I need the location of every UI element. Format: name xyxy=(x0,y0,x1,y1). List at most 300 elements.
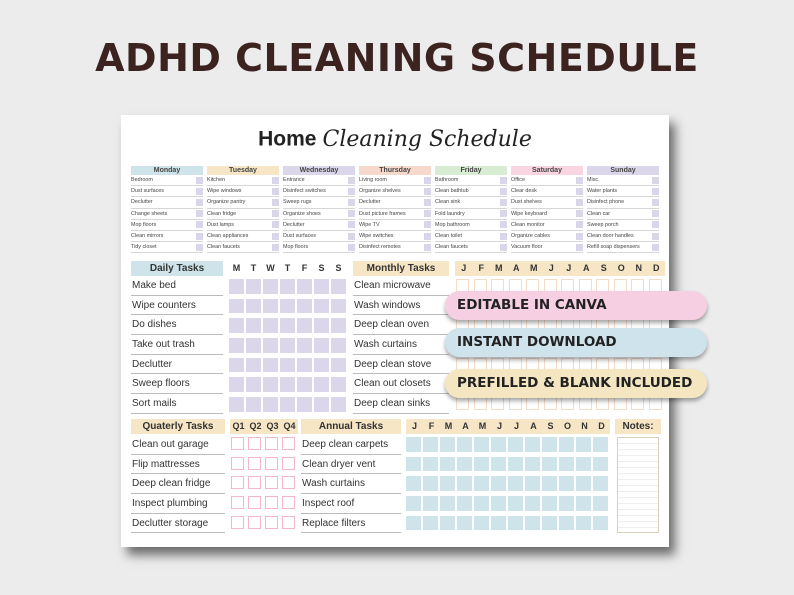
task-checkbox[interactable] xyxy=(457,437,472,452)
weekday-task-label: Clean faucets xyxy=(435,244,468,251)
task-checkbox[interactable] xyxy=(491,476,506,491)
task-checkbox[interactable] xyxy=(280,377,295,392)
task-checkbox[interactable] xyxy=(246,279,261,294)
quarterly-tasks-header: Quaterly Tasks xyxy=(131,419,225,434)
task-checkbox[interactable] xyxy=(593,437,608,452)
task-checkbox[interactable] xyxy=(508,437,523,452)
weekday-task-label: Clean toilet xyxy=(435,233,462,240)
task-checkbox[interactable] xyxy=(331,338,346,353)
task-checkbox[interactable] xyxy=(474,397,487,410)
task-checkbox[interactable] xyxy=(559,457,574,472)
weekday-task-label: Entrance xyxy=(283,177,305,184)
weekday-task-row xyxy=(131,242,203,253)
task-checkbox[interactable] xyxy=(282,496,295,509)
task-checkbox[interactable] xyxy=(508,476,523,491)
task-checkbox[interactable] xyxy=(246,397,261,412)
column-letter: F xyxy=(428,421,435,431)
task-checkbox[interactable] xyxy=(331,279,346,294)
quarterly-checkbox-grid xyxy=(231,437,295,529)
weekday-task-label: Dust shelves xyxy=(511,199,542,206)
task-checkbox[interactable] xyxy=(491,516,506,531)
task-checkbox[interactable] xyxy=(542,457,557,472)
task-checkbox[interactable] xyxy=(508,516,523,531)
weekday-task-row xyxy=(359,186,431,197)
task-row: Sort mails xyxy=(131,394,223,414)
task-checkbox[interactable] xyxy=(424,233,431,240)
weekday-task-row xyxy=(587,209,659,220)
task-checkbox[interactable] xyxy=(314,358,329,373)
task-checkbox[interactable] xyxy=(652,210,659,217)
task-checkbox[interactable] xyxy=(542,437,557,452)
task-checkbox[interactable] xyxy=(440,516,455,531)
task-checkbox[interactable] xyxy=(348,244,355,251)
task-checkbox[interactable] xyxy=(652,188,659,195)
task-checkbox[interactable] xyxy=(474,476,489,491)
task-row: Replace filters xyxy=(301,514,401,534)
task-checkbox[interactable] xyxy=(561,397,574,410)
column-letter: J xyxy=(566,263,572,273)
weekday-task-label: Vacuum floor xyxy=(511,244,543,251)
task-checkbox[interactable] xyxy=(491,496,506,511)
weekday-task-row xyxy=(207,242,279,253)
monthly-tasks-header: Monthly Tasks xyxy=(353,261,449,276)
task-checkbox[interactable] xyxy=(526,397,539,410)
task-checkbox[interactable] xyxy=(423,437,438,452)
column-letter: J xyxy=(411,421,417,431)
task-row: Take out trash xyxy=(131,335,223,355)
task-checkbox[interactable] xyxy=(348,210,355,217)
column-letter: S xyxy=(335,263,342,273)
task-checkbox[interactable] xyxy=(440,476,455,491)
column-letter: S xyxy=(547,421,554,431)
task-checkbox[interactable] xyxy=(542,496,557,511)
task-checkbox[interactable] xyxy=(406,457,421,472)
weekday-task-row xyxy=(131,231,203,242)
weekday-task-label: Declutter xyxy=(131,199,153,206)
weekday-task-label: Organize cables xyxy=(511,233,550,240)
task-checkbox[interactable] xyxy=(229,299,244,314)
task-checkbox[interactable] xyxy=(457,476,472,491)
task-checkbox[interactable] xyxy=(272,244,279,251)
task-checkbox[interactable] xyxy=(280,358,295,373)
task-row: Clean out closets xyxy=(353,374,449,394)
task-checkbox[interactable] xyxy=(265,496,278,509)
weekday-task-row xyxy=(131,175,203,186)
weekday-task-row xyxy=(587,231,659,242)
task-checkbox[interactable] xyxy=(229,358,244,373)
task-checkbox[interactable] xyxy=(652,244,659,251)
task-checkbox[interactable] xyxy=(272,233,279,240)
weekday-task-label: Dust surfaces xyxy=(283,233,316,240)
task-checkbox[interactable] xyxy=(280,338,295,353)
task-checkbox[interactable] xyxy=(280,318,295,333)
task-checkbox[interactable] xyxy=(314,338,329,353)
task-checkbox[interactable] xyxy=(593,496,608,511)
weekday-task-row xyxy=(283,242,355,253)
task-checkbox[interactable] xyxy=(248,457,261,470)
task-checkbox[interactable] xyxy=(196,210,203,217)
weekday-task-row xyxy=(207,197,279,208)
weekday-task-label: Declutter xyxy=(283,221,305,228)
task-checkbox[interactable] xyxy=(280,299,295,314)
monthly-task-list xyxy=(353,276,449,414)
weekday-task-label: Clean monitor xyxy=(511,221,545,228)
weekday-task-row xyxy=(435,209,507,220)
task-checkbox[interactable] xyxy=(423,496,438,511)
column-letter: A xyxy=(530,421,537,431)
task-checkbox[interactable] xyxy=(500,177,507,184)
task-checkbox[interactable] xyxy=(631,397,644,410)
task-checkbox[interactable] xyxy=(272,221,279,228)
task-checkbox[interactable] xyxy=(525,437,540,452)
column-letter: T xyxy=(250,263,257,273)
task-checkbox[interactable] xyxy=(314,377,329,392)
weekday-task-row xyxy=(283,231,355,242)
task-checkbox[interactable] xyxy=(297,299,312,314)
weekday-task-label: Living room xyxy=(359,177,387,184)
task-checkbox[interactable] xyxy=(491,457,506,472)
task-checkbox[interactable] xyxy=(331,397,346,412)
task-checkbox[interactable] xyxy=(263,397,278,412)
column-letter: J xyxy=(496,421,502,431)
column-letter: N xyxy=(581,421,588,431)
weekday-task-label: Sweep porch xyxy=(587,221,619,228)
task-checkbox[interactable] xyxy=(423,516,438,531)
task-checkbox[interactable] xyxy=(348,221,355,228)
task-checkbox[interactable] xyxy=(314,279,329,294)
task-checkbox[interactable] xyxy=(314,299,329,314)
task-checkbox[interactable] xyxy=(576,437,591,452)
column-letter: Q4 xyxy=(283,421,296,431)
task-checkbox[interactable] xyxy=(542,476,557,491)
task-checkbox[interactable] xyxy=(406,496,421,511)
task-checkbox[interactable] xyxy=(508,496,523,511)
weekday-task-label: Clean fridge xyxy=(207,210,237,217)
task-checkbox[interactable] xyxy=(272,210,279,217)
task-checkbox[interactable] xyxy=(474,496,489,511)
task-checkbox[interactable] xyxy=(593,457,608,472)
task-checkbox[interactable] xyxy=(263,338,278,353)
task-row: Flip mattresses xyxy=(131,455,225,475)
daily-task-list xyxy=(131,276,223,414)
column-letter: A xyxy=(583,263,590,273)
task-checkbox[interactable] xyxy=(424,188,431,195)
task-checkbox[interactable] xyxy=(297,279,312,294)
weekday-task-row xyxy=(435,175,507,186)
task-checkbox[interactable] xyxy=(248,437,261,450)
task-checkbox[interactable] xyxy=(424,177,431,184)
task-checkbox[interactable] xyxy=(576,199,583,206)
task-checkbox[interactable] xyxy=(248,496,261,509)
task-checkbox[interactable] xyxy=(231,496,244,509)
task-checkbox[interactable] xyxy=(246,358,261,373)
task-checkbox[interactable] xyxy=(576,221,583,228)
task-checkbox[interactable] xyxy=(297,318,312,333)
task-checkbox[interactable] xyxy=(456,397,469,410)
task-checkbox[interactable] xyxy=(406,437,421,452)
task-row: Wipe counters xyxy=(131,296,223,316)
task-checkbox[interactable] xyxy=(248,476,261,489)
task-checkbox[interactable] xyxy=(229,279,244,294)
task-checkbox[interactable] xyxy=(525,457,540,472)
task-row: Sweep floors xyxy=(131,374,223,394)
task-checkbox[interactable] xyxy=(474,437,489,452)
task-checkbox[interactable] xyxy=(297,377,312,392)
weekday-task-label: Wipe switches xyxy=(359,233,394,240)
weekday-column xyxy=(359,166,431,253)
task-checkbox[interactable] xyxy=(576,457,591,472)
task-checkbox[interactable] xyxy=(331,318,346,333)
task-checkbox[interactable] xyxy=(509,397,522,410)
task-checkbox[interactable] xyxy=(348,199,355,206)
task-checkbox[interactable] xyxy=(652,233,659,240)
column-letter: J xyxy=(461,263,467,273)
task-checkbox[interactable] xyxy=(424,210,431,217)
weekday-task-row xyxy=(131,209,203,220)
task-checkbox[interactable] xyxy=(406,516,421,531)
task-checkbox[interactable] xyxy=(576,244,583,251)
task-checkbox[interactable] xyxy=(652,221,659,228)
task-checkbox[interactable] xyxy=(440,496,455,511)
weekday-task-row xyxy=(283,186,355,197)
task-checkbox[interactable] xyxy=(440,437,455,452)
task-checkbox[interactable] xyxy=(474,457,489,472)
task-checkbox[interactable] xyxy=(576,188,583,195)
weekday-header: Tuesday xyxy=(207,166,279,175)
task-checkbox[interactable] xyxy=(652,177,659,184)
task-checkbox[interactable] xyxy=(593,516,608,531)
task-checkbox[interactable] xyxy=(649,397,662,410)
feature-badge: INSTANT DOWNLOAD xyxy=(445,328,707,357)
task-checkbox[interactable] xyxy=(500,244,507,251)
task-checkbox[interactable] xyxy=(231,437,244,450)
task-checkbox[interactable] xyxy=(229,397,244,412)
task-checkbox[interactable] xyxy=(576,177,583,184)
weekday-task-row xyxy=(435,220,507,231)
task-checkbox[interactable] xyxy=(196,199,203,206)
task-checkbox[interactable] xyxy=(576,210,583,217)
weekday-task-row xyxy=(131,220,203,231)
daily-day-letters xyxy=(228,261,347,276)
weekly-grid xyxy=(131,166,661,253)
task-checkbox[interactable] xyxy=(263,279,278,294)
task-checkbox[interactable] xyxy=(282,457,295,470)
task-checkbox[interactable] xyxy=(457,516,472,531)
task-checkbox[interactable] xyxy=(314,397,329,412)
task-checkbox[interactable] xyxy=(246,338,261,353)
weekday-task-row xyxy=(359,242,431,253)
daily-checkbox-grid xyxy=(229,279,346,412)
task-checkbox[interactable] xyxy=(500,210,507,217)
weekday-task-label: Dust lamps xyxy=(207,221,234,228)
task-row: Declutter xyxy=(131,355,223,375)
weekday-task-row xyxy=(207,175,279,186)
task-checkbox[interactable] xyxy=(229,338,244,353)
task-checkbox[interactable] xyxy=(282,437,295,450)
column-letter: A xyxy=(462,421,469,431)
weekday-task-label: Refill soap dispensers xyxy=(587,244,640,251)
task-row: Wash windows xyxy=(353,296,449,316)
task-checkbox[interactable] xyxy=(348,233,355,240)
task-checkbox[interactable] xyxy=(500,221,507,228)
task-checkbox[interactable] xyxy=(652,199,659,206)
task-checkbox[interactable] xyxy=(231,476,244,489)
weekday-task-label: Wipe windows xyxy=(207,188,242,195)
task-checkbox[interactable] xyxy=(424,244,431,251)
task-checkbox[interactable] xyxy=(265,437,278,450)
task-checkbox[interactable] xyxy=(596,397,609,410)
task-checkbox[interactable] xyxy=(263,358,278,373)
task-checkbox[interactable] xyxy=(196,188,203,195)
task-checkbox[interactable] xyxy=(525,496,540,511)
weekday-column xyxy=(283,166,355,253)
weekday-task-label: Misc. xyxy=(587,177,600,184)
task-checkbox[interactable] xyxy=(280,397,295,412)
task-checkbox[interactable] xyxy=(246,299,261,314)
daily-tasks-header: Daily Tasks xyxy=(131,261,223,276)
column-letter: M xyxy=(444,421,453,431)
weekday-task-label: Change sheets xyxy=(131,210,168,217)
task-checkbox[interactable] xyxy=(196,233,203,240)
task-checkbox[interactable] xyxy=(297,397,312,412)
column-letter: W xyxy=(266,263,275,273)
task-checkbox[interactable] xyxy=(576,476,591,491)
task-checkbox[interactable] xyxy=(196,177,203,184)
weekday-header: Friday xyxy=(435,166,507,175)
task-row: Do dishes xyxy=(131,315,223,335)
page-headline: ADHD CLEANING SCHEDULE xyxy=(95,36,699,80)
weekday-task-row xyxy=(511,175,583,186)
weekday-task-row xyxy=(587,220,659,231)
weekday-task-label: Clean mirrors xyxy=(131,233,164,240)
task-checkbox[interactable] xyxy=(348,177,355,184)
monthly-month-letters xyxy=(455,261,665,276)
task-checkbox[interactable] xyxy=(424,221,431,228)
task-checkbox[interactable] xyxy=(406,476,421,491)
weekday-task-label: Kitchen xyxy=(207,177,225,184)
task-checkbox[interactable] xyxy=(314,318,329,333)
task-checkbox[interactable] xyxy=(423,457,438,472)
weekday-task-row xyxy=(511,220,583,231)
task-checkbox[interactable] xyxy=(614,397,627,410)
weekday-column xyxy=(511,166,583,253)
weekday-header: Saturday xyxy=(511,166,583,175)
weekday-task-label: Water plants xyxy=(587,188,618,195)
task-checkbox[interactable] xyxy=(272,188,279,195)
task-checkbox[interactable] xyxy=(542,516,557,531)
weekday-task-row xyxy=(511,209,583,220)
task-checkbox[interactable] xyxy=(231,516,244,529)
weekday-task-label: Mop floors xyxy=(283,244,309,251)
task-row: Wash curtains xyxy=(301,474,401,494)
sheet-title-bold: Home xyxy=(258,127,317,151)
task-checkbox[interactable] xyxy=(331,377,346,392)
task-checkbox[interactable] xyxy=(331,299,346,314)
weekday-task-label: Organize shoes xyxy=(283,210,321,217)
task-checkbox[interactable] xyxy=(440,457,455,472)
task-checkbox[interactable] xyxy=(559,476,574,491)
task-checkbox[interactable] xyxy=(457,496,472,511)
task-checkbox[interactable] xyxy=(196,221,203,228)
task-checkbox[interactable] xyxy=(229,377,244,392)
column-letter: M xyxy=(478,421,487,431)
weekday-task-row xyxy=(435,242,507,253)
task-checkbox[interactable] xyxy=(500,233,507,240)
task-checkbox[interactable] xyxy=(576,233,583,240)
task-checkbox[interactable] xyxy=(348,188,355,195)
weekday-task-row xyxy=(283,220,355,231)
task-checkbox[interactable] xyxy=(491,437,506,452)
task-row: Deep clean oven xyxy=(353,315,449,335)
quarterly-letters xyxy=(230,419,298,434)
task-checkbox[interactable] xyxy=(248,516,261,529)
task-checkbox[interactable] xyxy=(457,457,472,472)
task-checkbox[interactable] xyxy=(229,318,244,333)
task-checkbox[interactable] xyxy=(491,397,504,410)
task-checkbox[interactable] xyxy=(265,516,278,529)
task-checkbox[interactable] xyxy=(263,318,278,333)
task-row: Deep clean stove xyxy=(353,355,449,375)
column-letter: M xyxy=(495,263,503,273)
notes-area[interactable] xyxy=(617,437,659,533)
task-checkbox[interactable] xyxy=(424,199,431,206)
task-checkbox[interactable] xyxy=(297,358,312,373)
task-checkbox[interactable] xyxy=(331,358,346,373)
task-checkbox[interactable] xyxy=(196,244,203,251)
task-checkbox[interactable] xyxy=(263,377,278,392)
task-checkbox[interactable] xyxy=(579,397,592,410)
task-checkbox[interactable] xyxy=(508,457,523,472)
task-checkbox[interactable] xyxy=(297,338,312,353)
task-checkbox[interactable] xyxy=(559,496,574,511)
task-checkbox[interactable] xyxy=(272,177,279,184)
task-checkbox[interactable] xyxy=(423,476,438,491)
task-checkbox[interactable] xyxy=(263,299,278,314)
task-checkbox[interactable] xyxy=(231,457,244,470)
task-checkbox[interactable] xyxy=(544,397,557,410)
weekday-task-row xyxy=(207,186,279,197)
weekday-header: Monday xyxy=(131,166,203,175)
weekday-task-label: Mop bathroom xyxy=(435,221,470,228)
feature-badge: EDITABLE IN CANVA xyxy=(445,291,707,320)
task-checkbox[interactable] xyxy=(282,476,295,489)
task-checkbox[interactable] xyxy=(576,496,591,511)
task-checkbox[interactable] xyxy=(500,188,507,195)
weekday-task-label: Dust surfaces xyxy=(131,188,164,195)
task-row: Declutter storage xyxy=(131,514,225,534)
task-checkbox[interactable] xyxy=(282,516,295,529)
column-letter: T xyxy=(284,263,291,273)
task-checkbox[interactable] xyxy=(576,516,591,531)
task-checkbox[interactable] xyxy=(593,476,608,491)
weekday-task-row xyxy=(359,175,431,186)
weekday-column xyxy=(435,166,507,253)
task-checkbox[interactable] xyxy=(559,516,574,531)
task-checkbox[interactable] xyxy=(559,437,574,452)
task-checkbox[interactable] xyxy=(265,476,278,489)
task-checkbox[interactable] xyxy=(525,476,540,491)
task-checkbox[interactable] xyxy=(280,279,295,294)
task-checkbox[interactable] xyxy=(525,516,540,531)
weekday-task-row xyxy=(587,242,659,253)
task-checkbox[interactable] xyxy=(246,377,261,392)
task-checkbox[interactable] xyxy=(265,457,278,470)
task-checkbox[interactable] xyxy=(272,199,279,206)
task-checkbox[interactable] xyxy=(474,516,489,531)
task-checkbox[interactable] xyxy=(500,199,507,206)
weekday-task-label: Clean appliances xyxy=(207,233,249,240)
task-checkbox[interactable] xyxy=(246,318,261,333)
